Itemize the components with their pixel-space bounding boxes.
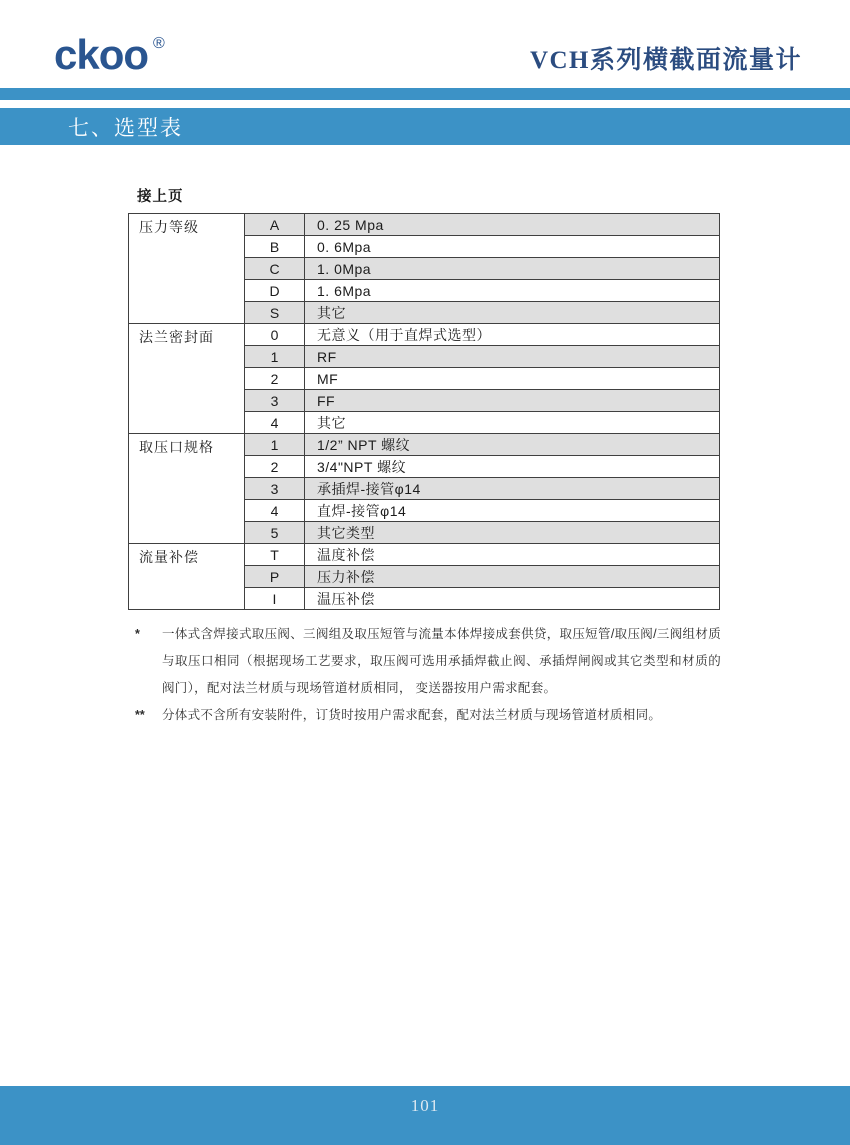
- option-description: 1. 6Mpa: [305, 280, 720, 302]
- footnotes: [135, 621, 721, 729]
- selection-table: [128, 213, 720, 610]
- table-row: [129, 434, 720, 456]
- footnote-marker: *: [135, 627, 140, 641]
- option-description: 直焊-接管φ14: [305, 500, 720, 522]
- option-code: D: [245, 280, 305, 302]
- option-code: 5: [245, 522, 305, 544]
- option-code: A: [245, 214, 305, 236]
- option-code: 3: [245, 478, 305, 500]
- option-description: 3/4"NPT 螺纹: [305, 456, 720, 478]
- selection-table-body: [129, 214, 720, 610]
- option-code: C: [245, 258, 305, 280]
- table-row: [129, 214, 720, 236]
- option-description: FF: [305, 390, 720, 412]
- brand-logo: [54, 31, 165, 78]
- option-description: 其它类型: [305, 522, 720, 544]
- option-code: 4: [245, 412, 305, 434]
- section-header-bar: [0, 108, 850, 145]
- brand-logo-text: ckoo: [54, 31, 149, 78]
- option-code: B: [245, 236, 305, 258]
- option-code: I: [245, 588, 305, 610]
- option-code: 1: [245, 434, 305, 456]
- option-code: 3: [245, 390, 305, 412]
- footnote-item: [135, 621, 721, 702]
- option-description: 无意义（用于直焊式选型）: [305, 324, 720, 346]
- header-accent-bar: [0, 88, 850, 100]
- option-description: 承插焊-接管φ14: [305, 478, 720, 500]
- option-code: 2: [245, 456, 305, 478]
- option-description: 1. 0Mpa: [305, 258, 720, 280]
- footnote-item: [135, 702, 721, 729]
- category-label: 法兰密封面: [129, 324, 245, 434]
- option-description: 其它: [305, 302, 720, 324]
- footer-bar: [0, 1086, 850, 1145]
- table-row: [129, 544, 720, 566]
- footnote-text: 一体式含焊接式取压阀、三阀组及取压短管与流量本体焊接成套供贷，取压短管/取压阀/三阀组材质与取压口相同（根据现场工艺要求，取压阀可选用承插焊截止阀、承插焊闸阀或其它类型和材质的阀门），配对法兰材质与现场管道材质相同， 变送器按用户需求配套。: [162, 627, 721, 695]
- footnote-marker: **: [135, 708, 145, 722]
- option-code: 4: [245, 500, 305, 522]
- table-row: [129, 324, 720, 346]
- category-label: 流量补偿: [129, 544, 245, 610]
- option-description: 温压补偿: [305, 588, 720, 610]
- document-title: VCH系列横截面流量计: [529, 47, 802, 74]
- option-code: 0: [245, 324, 305, 346]
- option-description: 其它: [305, 412, 720, 434]
- option-code: S: [245, 302, 305, 324]
- option-description: MF: [305, 368, 720, 390]
- option-description: 1/2” NPT 螺纹: [305, 434, 720, 456]
- option-description: 压力补偿: [305, 566, 720, 588]
- table-continuation-note: 接上页: [137, 189, 184, 205]
- registered-trademark-icon: ®: [153, 35, 165, 52]
- category-label: 取压口规格: [129, 434, 245, 544]
- option-description: 温度补偿: [305, 544, 720, 566]
- option-description: 0. 25 Mpa: [305, 214, 720, 236]
- page-number: 101: [410, 1096, 440, 1115]
- option-description: RF: [305, 346, 720, 368]
- option-code: P: [245, 566, 305, 588]
- footnote-text: 分体式不含所有安装附件，订货时按用户需求配套，配对法兰材质与现场管道材质相同。: [162, 708, 662, 722]
- option-code: T: [245, 544, 305, 566]
- section-title: 七、选型表: [68, 116, 183, 140]
- option-code: 1: [245, 346, 305, 368]
- category-label: 压力等级: [129, 214, 245, 324]
- option-description: 0. 6Mpa: [305, 236, 720, 258]
- option-code: 2: [245, 368, 305, 390]
